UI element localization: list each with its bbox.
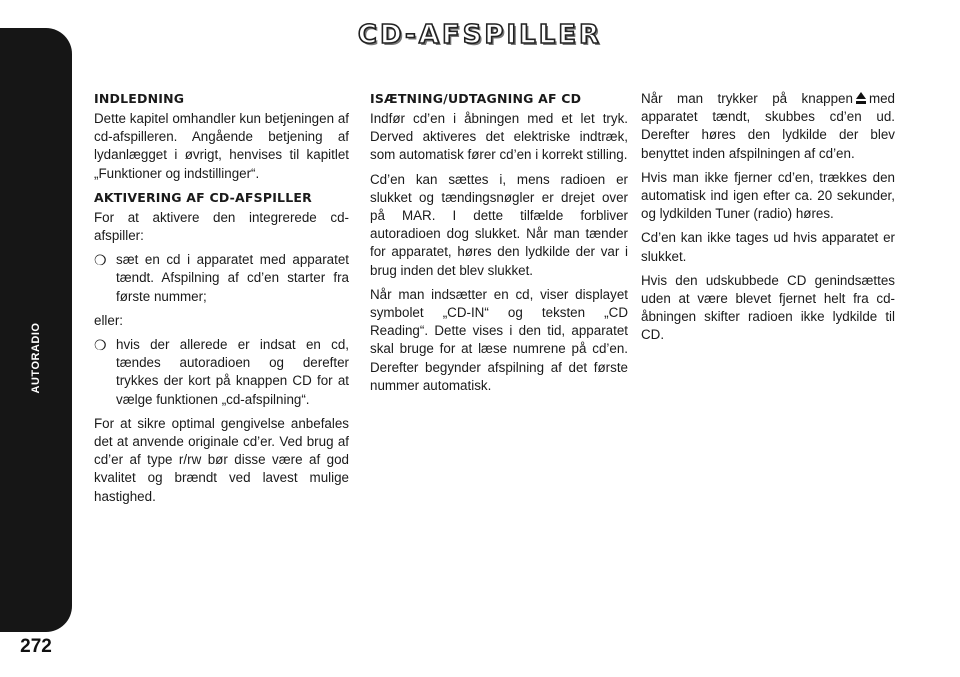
column-right [641, 90, 895, 351]
paragraph: Hvis den udskubbede CD genindsættes uden at være blevet fjernet helt fra cd-åbningen skifter radioen ikke lydkilde til CD. [641, 272, 895, 343]
section-heading-insert-eject: ISÆTNING/UDTAGNING AF CD [370, 91, 582, 106]
paragraph: For at aktivere den integrerede cd-afspiller: [94, 209, 349, 244]
page-title: CD-AFSPILLER [357, 20, 603, 50]
bullet-text: hvis der allerede er indsat en cd, tændes autoradioen og derefter trykkes der kort på knappen CD for at vælge funktionen „cd-afspilning“. [116, 337, 349, 407]
chapter-label: AUTORADIO [30, 322, 42, 394]
bullet-circle-icon: ❍ [94, 252, 107, 269]
section-heading-activation: AKTIVERING AF CD-AFSPILLER [94, 189, 312, 205]
bullet-circle-icon: ❍ [94, 337, 107, 354]
page-number: 272 [20, 636, 52, 657]
column-left [94, 90, 349, 512]
paragraph: Dette kapitel omhandler kun betjeningen af cd-afspilleren. Angående betjening af lydanlægget i øvrigt, henvises til kapitlet „Funktioner og indstillinger“. [94, 111, 349, 181]
paragraph [641, 90, 895, 163]
paragraph: Cd’en kan ikke tages ud hvis apparatet er slukket. [641, 230, 895, 264]
bullet-text: sæt en cd i apparatet med apparatet tændt. Afspilning af cd’en starter fra første nummer; [116, 252, 349, 304]
paragraph: eller: [94, 312, 124, 328]
column-middle [370, 90, 628, 401]
bullet-item [94, 336, 349, 409]
section-heading-introduction: INDLEDNING [94, 91, 185, 106]
paragraph-text: Når man trykker på knappen [641, 91, 853, 106]
paragraph: For at sikre optimal gengivelse anbefales det at anvende originale cd’er. Ved brug af cd’er af type r/rw bør disse være af god kvalitet og brændt ved lavest mulige hastighed. [94, 415, 349, 504]
paragraph: Hvis man ikke fjerner cd’en, trækkes den automatisk ind igen efter ca. 20 sekunder, og lydkilden Tuner (radio) høres. [641, 169, 895, 222]
paragraph: Når man indsætter en cd, viser displayet symbolet „CD-IN“ og teksten „CD Reading“. Dette vises i den tid, apparatet skal bruge for at læse numrene på cd’en. Derefter begynder afspilning af det første nummer automatisk. [370, 286, 628, 393]
bullet-item [94, 251, 349, 306]
paragraph: Cd’en kan sættes i, mens radioen er slukket og tændingsnøgler er drejet over på MAR. I dette tilfælde forbliver autoradioen dog slukket. Når man tænder for apparatet, høres den lydkilde der var i brug inden det blev slukket. [370, 171, 628, 278]
paragraph: Indfør cd’en i åbningen med et let tryk. Derved aktiveres det elektriske indtræk, som automatisk fører cd’en i korrekt stilling. [370, 111, 628, 163]
paragraph-text: med apparatet tændt, skubbes cd’en ud. Derefter høres den lydkilde der blev benyttet inden afspilningen af cd’en. [641, 91, 895, 161]
eject-icon [856, 92, 866, 104]
chapter-sidebar [0, 28, 72, 632]
